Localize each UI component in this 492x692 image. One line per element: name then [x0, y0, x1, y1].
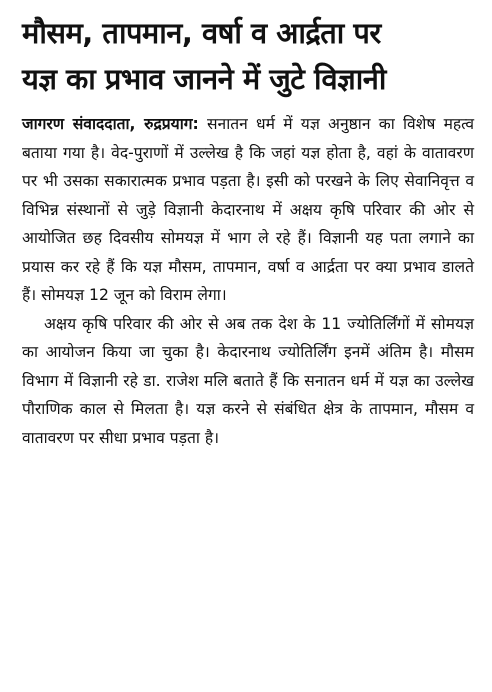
dateline: जागरण संवाददाता, रुद्रप्रयाग:: [22, 115, 199, 133]
headline-line-1: मौसम, तापमान, वर्षा व आर्द्रता पर: [22, 16, 381, 50]
paragraph-2: अक्षय कृषि परिवार की ओर से अब तक देश के 11 ज्योतिर्लिंगों में सोमयज्ञ का आयोजन किया जा चुका है। केदारनाथ ज्योतिर्लिंग इनमें अंतिम है। मौसम विभाग में विज्ञानी रहे डा. राजेश मलि बताते हैं कि सनातन धर्म में यज्ञ का उल्लेख पौराणिक काल से मिलता है। यज्ञ करने से संबंधित क्षेत्र के तापमान, मौसम व वातावरण पर सीधा प्रभाव पड़ता है।: [22, 314, 474, 447]
headline: [22, 10, 474, 102]
headline-line-2: यज्ञ का प्रभाव जानने में जुटे विज्ञानी: [22, 62, 386, 96]
paragraph-1: [22, 110, 474, 310]
article-body: [22, 110, 474, 452]
paragraph-1-text: सनातन धर्म में यज्ञ अनुष्ठान का विशेष महत्व बताया गया है। वेद-पुराणों में उल्लेख है कि जहां यज्ञ होता है, वहां के वातावरण पर भी उसका सकारात्मक प्रभाव पड़ता है। इसी को परखने के लिए सेवानिवृत्त व विभिन्न संस्थानों से जुड़े विज्ञानी केदारनाथ में अक्षय कृषि परिवार की ओर से आयोजित छह दिवसीय सोमयज्ञ में भाग ले रहे हैं। विज्ञानी यह पता लगाने का प्रयास कर रहे हैं कि यज्ञ मौसम, तापमान, वर्षा व आर्द्रता पर क्या प्रभाव डालते हैं। सोमयज्ञ 12 जून को विराम लेगा।: [22, 115, 474, 304]
